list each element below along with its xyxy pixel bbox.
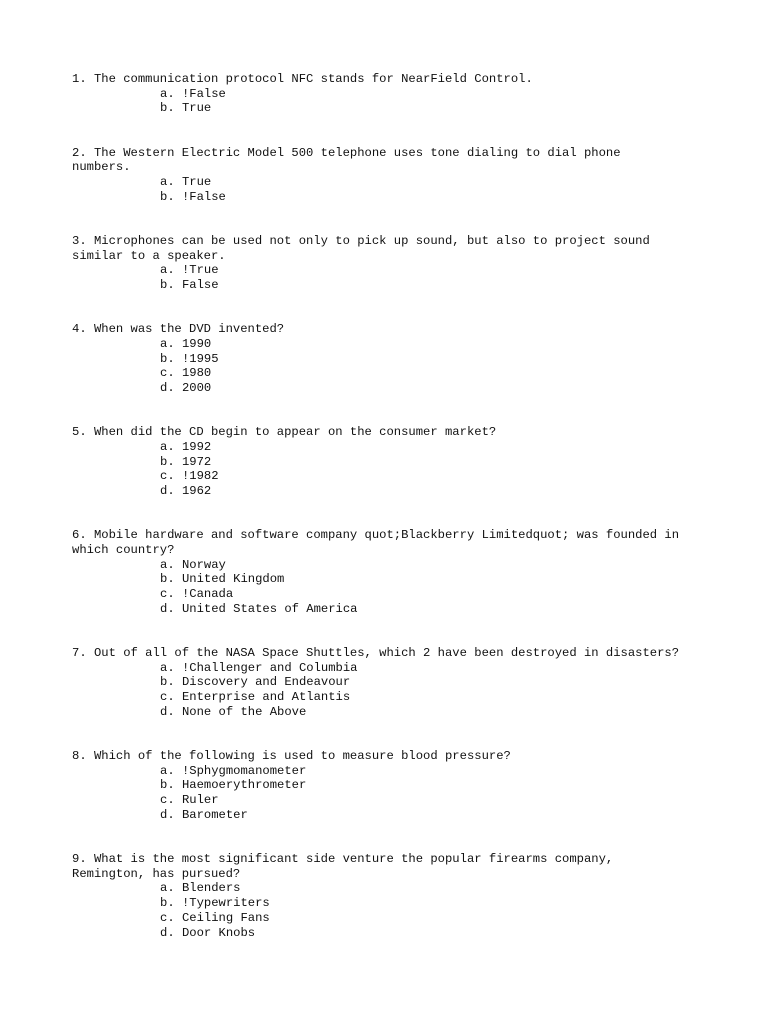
- option-a: a. Blenders: [160, 881, 241, 896]
- question-4: [72, 322, 712, 396]
- option-b: b. 1972: [160, 454, 212, 469]
- question-7: [72, 646, 712, 720]
- option-list: [72, 661, 712, 720]
- option-a: a. !Challenger and Columbia: [160, 660, 358, 675]
- option-c: c. Enterprise and Atlantis: [160, 690, 351, 705]
- question-prompt: 7. Out of all of the NASA Space Shuttles, which 2 have been destroyed in disasters?: [72, 645, 680, 660]
- question-prompt: 8. Which of the following is used to measure blood pressure?: [72, 749, 511, 763]
- option-d: d. 2000: [160, 381, 212, 396]
- option-a: a. !False: [160, 86, 226, 101]
- option-a: a. !Sphygmomanometer: [160, 763, 307, 778]
- option-d: d. 1962: [160, 484, 212, 499]
- option-list: [72, 175, 712, 204]
- question-prompt: 3. Microphones can be used not only to pick up sound, but also to project sound similar to a speaker.: [72, 233, 650, 263]
- quiz-document: [72, 72, 712, 970]
- option-a: a. Norway: [160, 557, 226, 572]
- question-2: [72, 146, 712, 205]
- option-d: d. Door Knobs: [160, 925, 256, 940]
- option-list: [72, 558, 712, 617]
- question-prompt: 6. Mobile hardware and software company quot;Blackberry Limitedquot; was founded in which country?: [72, 528, 680, 557]
- option-a: a. 1992: [160, 439, 212, 454]
- option-a: a. !True: [160, 263, 219, 278]
- question-prompt: 5. When did the CD begin to appear on the consumer market?: [72, 425, 497, 440]
- option-list: [72, 440, 712, 499]
- option-c: c. !1982: [160, 469, 219, 484]
- option-list: [72, 263, 712, 292]
- option-b: b. !1995: [160, 351, 219, 366]
- question-3: [72, 234, 712, 293]
- option-a: a. 1990: [160, 336, 212, 351]
- option-d: d. None of the Above: [160, 704, 307, 719]
- question-5: [72, 425, 712, 499]
- option-d: d. United States of America: [160, 601, 358, 616]
- option-list: [72, 337, 712, 396]
- option-b: b. True: [160, 101, 212, 116]
- question-8: [72, 749, 712, 823]
- question-prompt: 4. When was the DVD invented?: [72, 322, 285, 337]
- option-list: [72, 87, 712, 116]
- question-1: [72, 72, 712, 116]
- question-6: [72, 528, 712, 616]
- option-b: b. !Typewriters: [160, 896, 270, 911]
- option-b: b. !False: [160, 189, 226, 204]
- option-c: c. Ruler: [160, 793, 219, 808]
- option-d: d. Barometer: [160, 807, 248, 822]
- option-c: c. Ceiling Fans: [160, 910, 270, 925]
- option-b: b. Discovery and Endeavour: [160, 675, 351, 690]
- question-prompt: 2. The Western Electric Model 500 telephone uses tone dialing to dial phone numbers.: [72, 145, 621, 175]
- option-list: [72, 881, 712, 940]
- option-c: c. !Canada: [160, 587, 234, 602]
- option-a: a. True: [160, 175, 212, 190]
- question-9: [72, 852, 712, 940]
- question-prompt: 1. The communication protocol NFC stands for NearField Control.: [72, 72, 533, 86]
- option-c: c. 1980: [160, 366, 212, 381]
- option-b: b. United Kingdom: [160, 572, 285, 587]
- option-b: b. Haemoerythrometer: [160, 778, 307, 793]
- question-prompt: 9. What is the most significant side venture the popular firearms company, Remington, has pursued?: [72, 852, 614, 881]
- option-list: [72, 764, 712, 823]
- option-b: b. False: [160, 278, 219, 293]
